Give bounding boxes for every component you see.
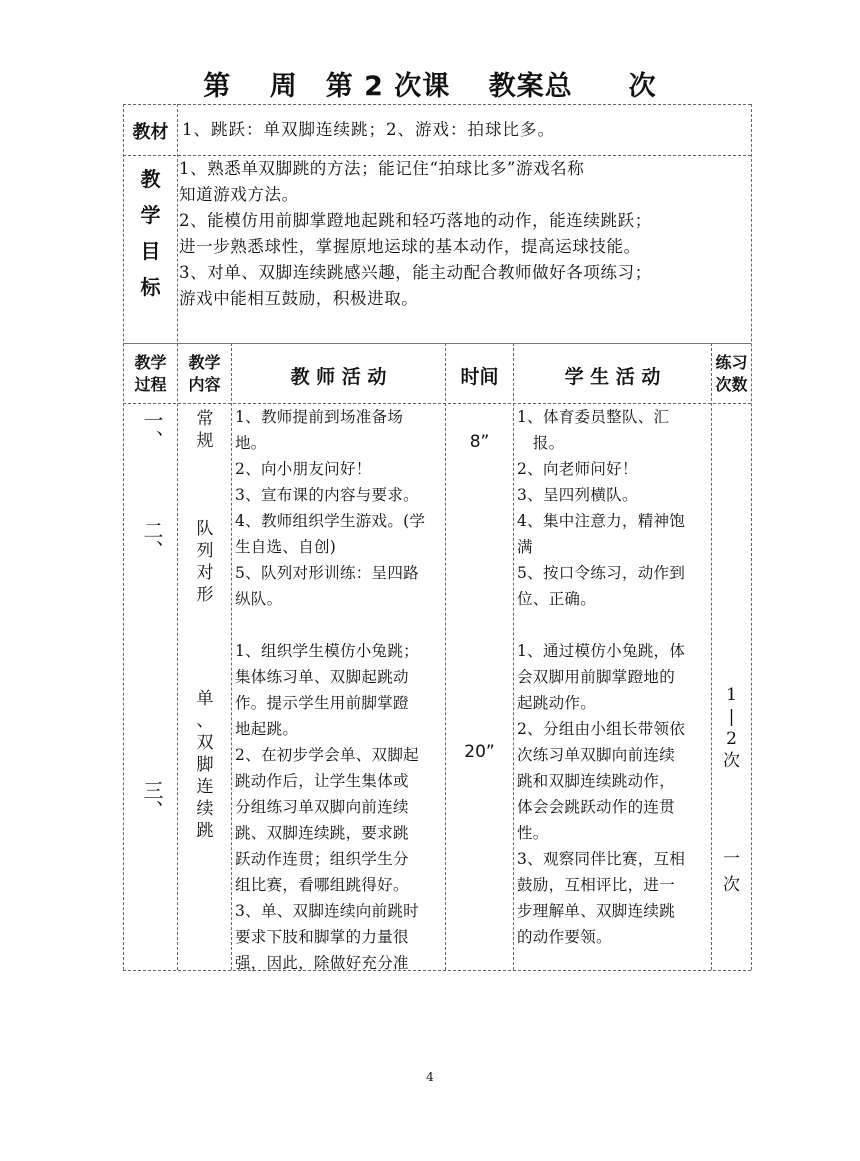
content-char: 常 (196, 409, 214, 429)
student-line: 步理解单、双脚连续跳 (517, 902, 676, 920)
teacher-line: 地。 (235, 434, 267, 452)
teacher-line: 分组练习单双脚向前连续 (235, 798, 409, 816)
header-count-line: 次数 (715, 375, 748, 394)
header-count (712, 352, 751, 396)
student-line: 起跳动作。 (517, 694, 597, 712)
count-char: 2 (726, 729, 737, 749)
teacher-line: 生自选、自创) (235, 538, 337, 556)
header-student: 学 生 活 动 (564, 366, 661, 388)
objectives-label-char: 教 (140, 167, 161, 191)
objectives-label-char: 目 (140, 239, 161, 263)
process-marker-2: 二、 (140, 520, 164, 560)
content-char: 双 (196, 733, 214, 753)
content-char: 规 (196, 431, 214, 451)
objectives-label (124, 163, 177, 343)
objective-line: 知道游戏方法。 (179, 185, 299, 204)
teacher-line: 作。提示学生用前脚掌蹬 (235, 694, 409, 712)
teacher-line: 地起跳。 (235, 720, 299, 738)
student-line (517, 612, 710, 638)
student-line: 2、分组由小组长带领依 (517, 720, 686, 738)
student-line: 鼓励，互相评比，进一 (517, 876, 676, 894)
student-line: 3、呈四列横队。 (517, 486, 638, 504)
material-text: 1、跳跃：单双脚连续跳；2、游戏：拍球比多。 (182, 120, 555, 139)
objectives-text (179, 156, 749, 312)
practice-count-2 (712, 846, 751, 898)
content-char: 脚 (196, 755, 214, 775)
teacher-line: 要求下肢和脚掌的力量很 (235, 928, 409, 946)
header-content (178, 352, 231, 396)
content-char: 对 (196, 563, 214, 583)
student-line: 位、正确。 (517, 590, 597, 608)
count-char: 一 (723, 849, 740, 869)
page-title: 第 周 第 2 次课 教案总 次 (203, 71, 657, 102)
header-process-line: 过程 (134, 375, 167, 394)
objective-line: 1、熟悉单双脚跳的方法；能记住“拍球比多”游戏名称 (179, 159, 585, 178)
objective-line: 3、对单、双脚连续跳感兴趣，能主动配合教师做好各项练习； (179, 263, 652, 282)
teacher-line: 4、教师组织学生游戏。(学 (235, 512, 426, 530)
time-routine: 8” (469, 432, 490, 452)
student-line: 4、集中注意力，精神饱 (517, 512, 686, 530)
teacher-line: 跳、双脚连续跳，要求跳 (235, 824, 409, 842)
student-line: 2、向老师问好！ (517, 460, 638, 478)
process-marker-1: 一、 (140, 410, 164, 450)
header-content-line: 教学 (188, 353, 221, 372)
student-line: 的动作要领。 (517, 928, 612, 946)
teacher-line: 强，因此，除做好充分准 (235, 954, 409, 972)
header-count-line: 练习 (715, 353, 748, 372)
teacher-line: 组比赛，看哪组跳得好。 (235, 876, 409, 894)
header-time: 时间 (460, 366, 499, 388)
count-char: 1 (726, 685, 737, 705)
process-marker-3: 三、 (140, 780, 164, 820)
objectives-label-char (124, 307, 177, 343)
objective-line: 2、能模仿用前脚掌蹬地起跳和轻巧落地的动作，能连续跳跃； (179, 211, 652, 230)
time-jump: 20” (464, 742, 495, 762)
content-char: 单 (196, 689, 214, 709)
label-column-divider (177, 104, 178, 970)
header-process (124, 352, 177, 396)
content-char: 、 (196, 711, 214, 731)
header-process-line: 教学 (134, 353, 167, 372)
teacher-line: 集体练习单、双脚起跳动 (235, 668, 409, 686)
student-line: 3、观察同伴比赛，互相 (517, 850, 686, 868)
student-line: 性。 (517, 824, 549, 842)
student-line: 会双脚用前脚掌蹬地的 (517, 668, 676, 686)
teacher-line: 3、单、双脚连续向前跳时 (235, 902, 419, 920)
table-top-border (123, 104, 751, 105)
count-char: 次 (723, 875, 740, 895)
teacher-activity (235, 404, 443, 976)
objective-line: 进一步熟悉球性，掌握原地运球的基本动作，提高运球技能。 (179, 237, 641, 256)
content-char: 跳 (196, 821, 214, 841)
page-number: 4 (426, 1070, 434, 1084)
student-line: 次练习单双脚向前连续 (517, 746, 676, 764)
header-content-line: 内容 (188, 375, 221, 394)
row-divider-objectives (123, 343, 751, 344)
header-teacher: 教 师 活 动 (290, 366, 387, 388)
teacher-line: 跃动作连贯；组织学生分 (235, 850, 409, 868)
teacher-line: 1、组织学生模仿小兔跳； (235, 642, 419, 660)
content-char: 形 (196, 585, 214, 605)
practice-count-1 (712, 684, 751, 772)
content-char: 连 (196, 777, 214, 797)
objectives-label-char: 学 (140, 203, 161, 227)
material-label: 教材 (132, 122, 169, 143)
content-jump (190, 688, 220, 842)
teacher-line: 2、向小朋友问好！ (235, 460, 372, 478)
teacher-line: 1、教师提前到场准备场 (235, 408, 404, 426)
student-line: 跳和双脚连续跳动作， (517, 772, 676, 790)
content-routine (190, 408, 220, 452)
content-char: 队 (196, 519, 214, 539)
teacher-line: 2、在初步学会单、双脚起 (235, 746, 419, 764)
teacher-line: 3、宣布课的内容与要求。 (235, 486, 419, 504)
teacher-line (235, 612, 443, 638)
student-line: 报。 (517, 434, 565, 452)
student-line: 5、按口令练习，动作到 (517, 564, 686, 582)
content-column-divider (231, 343, 232, 970)
student-line: 满 (517, 538, 533, 556)
objective-line: 游戏中能相互鼓励，积极进取。 (179, 289, 419, 308)
student-line: 体会会跳跃动作的连贯 (517, 798, 676, 816)
teacher-line: 5、队列对形训练：呈四路 (235, 564, 419, 582)
objectives-label-char: 标 (140, 275, 161, 299)
student-line: 1、通过模仿小兔跳，体 (517, 642, 686, 660)
table-right-border (751, 104, 752, 970)
count-char: 次 (723, 751, 740, 771)
time-column-divider (513, 343, 514, 970)
count-char: | (728, 707, 735, 727)
content-char: 列 (196, 541, 214, 561)
teacher-line: 跳动作后，让学生集体或 (235, 772, 409, 790)
student-activity (517, 404, 710, 950)
content-char: 续 (196, 799, 214, 819)
content-formation (190, 518, 220, 606)
student-line: 1、体育委员整队、汇 (517, 408, 670, 426)
teacher-line: 纵队。 (235, 590, 283, 608)
